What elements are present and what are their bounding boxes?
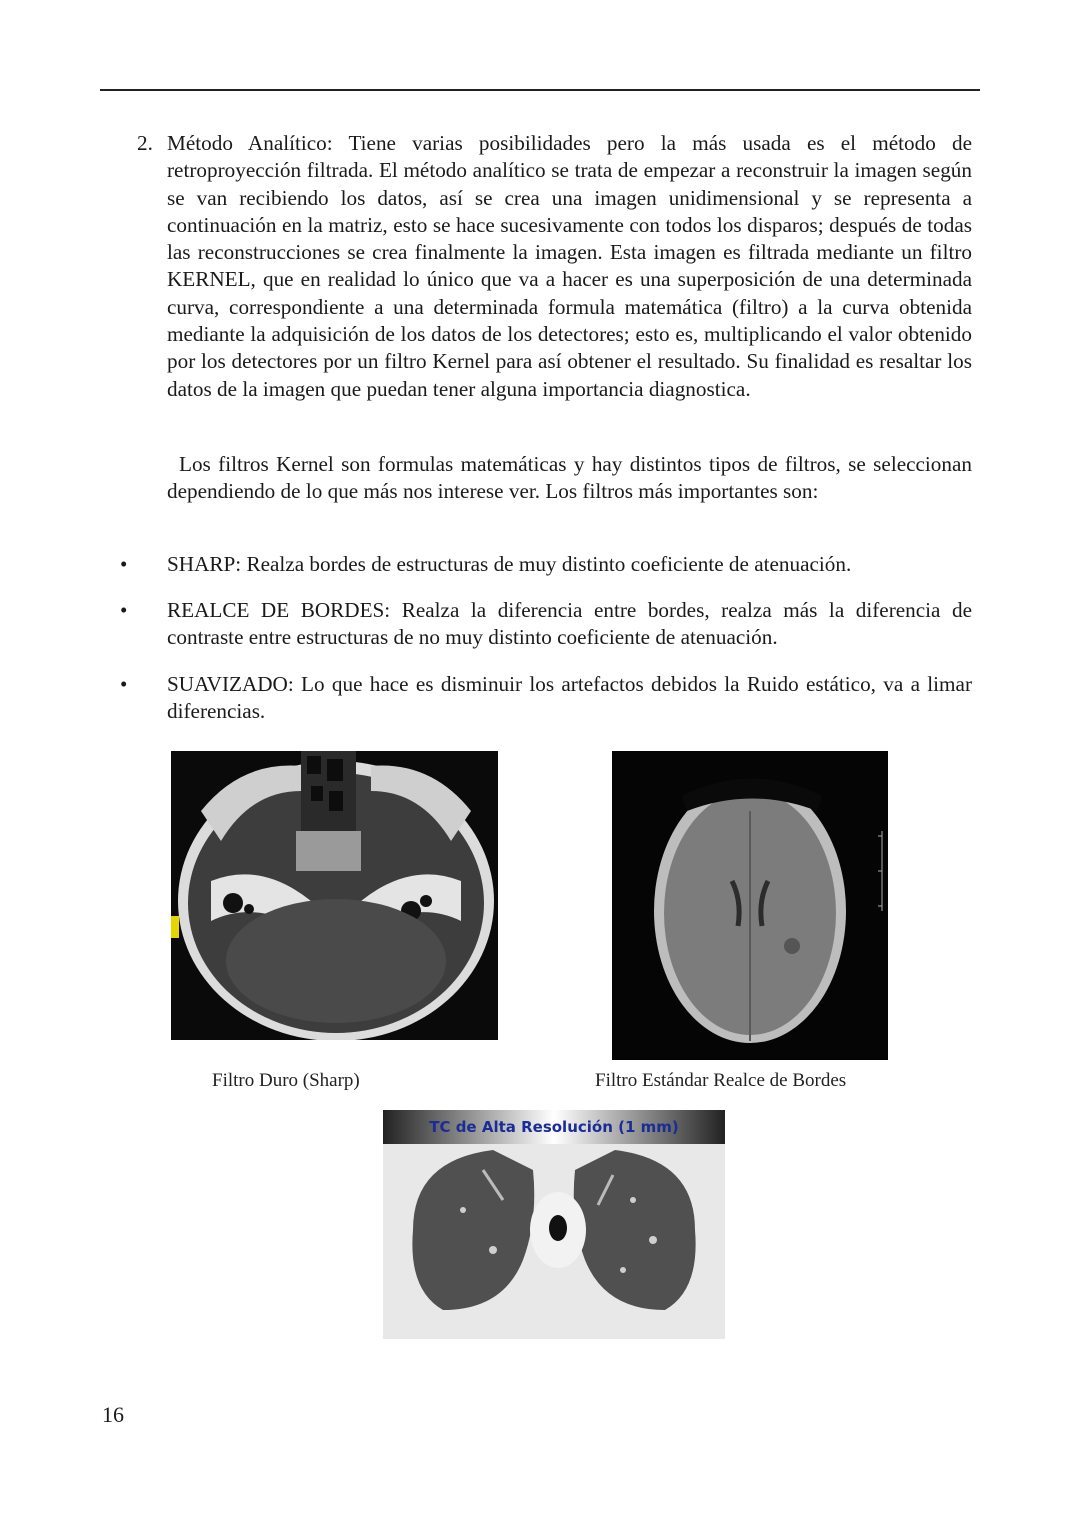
edge-filter-ct-image — [612, 751, 888, 1060]
sharp-filter-ct-image — [171, 751, 498, 1040]
header-rule — [100, 89, 980, 91]
page-number: 16 — [102, 1402, 124, 1427]
sharp-filter-caption: Filtro Duro (Sharp) — [212, 1070, 360, 1091]
brain-ct-illustration — [612, 751, 888, 1060]
list-item-number: 2. — [137, 131, 153, 155]
bullet-text-smooth: SUAVIZADO: Lo que hace es disminuir los artefactos debidos la Ruido estático, va a limar diferencias. — [167, 672, 972, 724]
bullet-icon: • — [120, 598, 128, 622]
hrct-lung-image — [383, 1110, 725, 1339]
skull-ct-illustration — [171, 751, 498, 1040]
bullet-icon: • — [120, 672, 128, 696]
bullet-text-edge: REALCE DE BORDES: Realza la diferencia entre bordes, realza más la diferencia de contraste entre estructuras de no muy distinto coeficiente de atenuación. — [167, 598, 972, 650]
analytic-method-paragraph: Método Analítico: Tiene varias posibilidades pero la más usada es el método de retroproyección filtrada. El método analítico se trata de empezar a reconstruir la imagen según se van recibiendo los datos, así se crea una imagen unidimensional y se representa a continuación en la matriz, esto se hace sucesivamente con todos los disparos; después de todas las reconstrucciones se crea finalmente la imagen. Esta imagen es filtrada mediante un filtro KERNEL, que en realidad lo único que va a hacer es una superposición de una determinada curva, correspondiente a una determinada formula matemática (filtro) a la curva obtenida mediante la adquisición de los datos de los detectores; esto es, multiplicando el valor obtenido por los detectores por un filtro Kernel para así obtener el resultado. Su finalidad es resaltar los datos de la imagen que puedan tener alguna importancia diagnostica. — [167, 131, 972, 401]
lung-banner-text: TC de Alta Resolución (1 mm) — [429, 1118, 679, 1136]
bullet-icon: • — [120, 552, 128, 576]
lung-ct-illustration — [383, 1110, 725, 1339]
edge-filter-caption: Filtro Estándar Realce de Bordes — [595, 1070, 847, 1091]
bullet-text-sharp: SHARP: Realza bordes de estructuras de muy distinto coeficiente de atenuación. — [167, 552, 852, 576]
kernel-intro-paragraph: Los filtros Kernel son formulas matemáticas y hay distintos tipos de filtros, se seleccionan dependiendo de lo que más nos interese ver. Los filtros más importantes son: — [167, 452, 972, 504]
